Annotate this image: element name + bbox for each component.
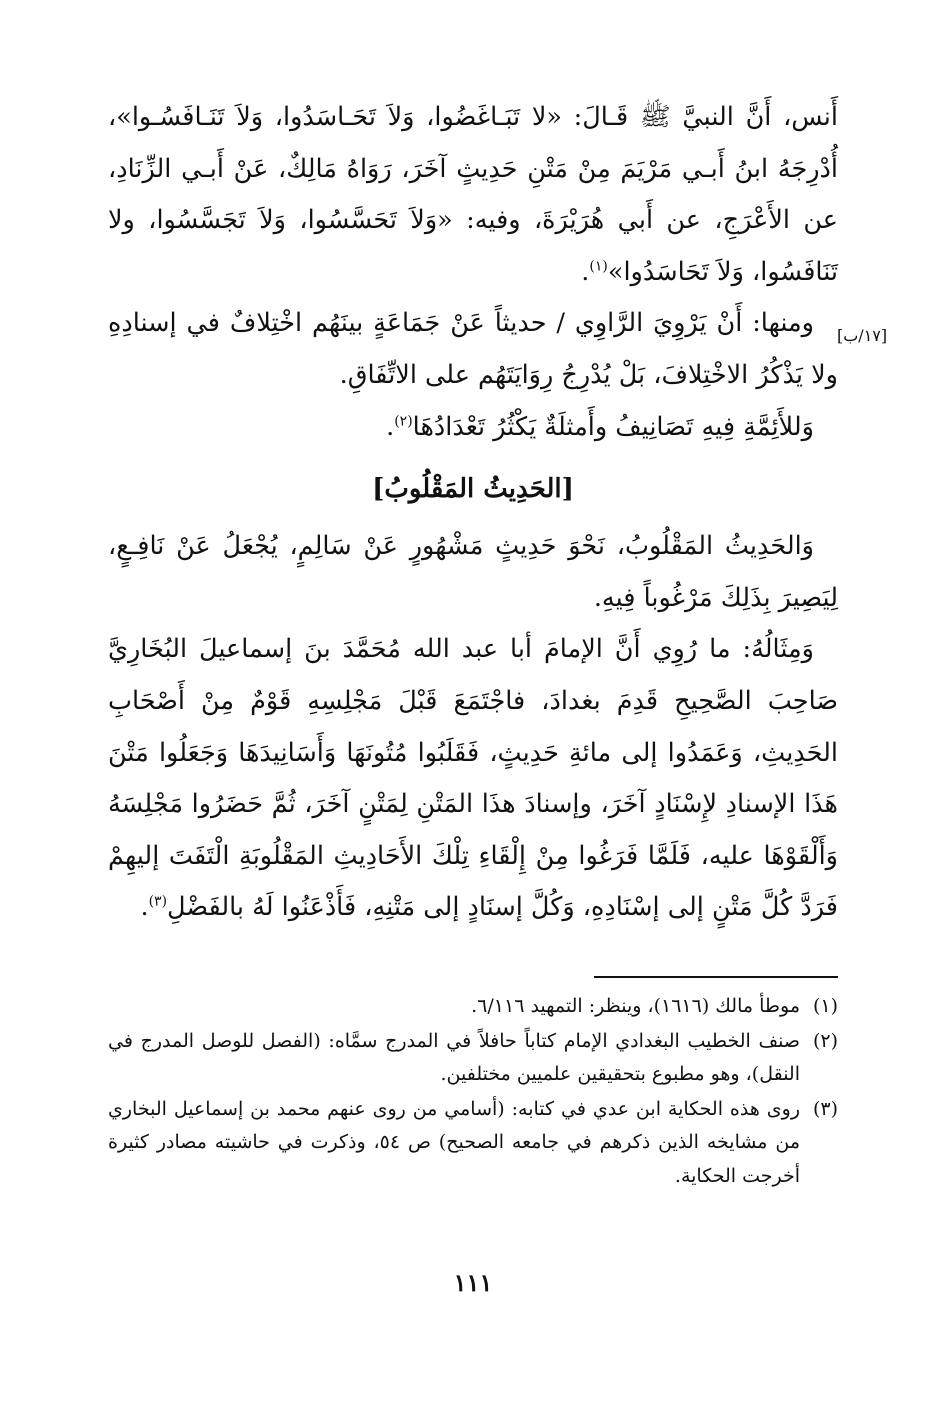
book-page — [108, 92, 888, 1322]
footnote-number: (٣) — [812, 1097, 838, 1120]
manuscript-folio-marker: [١٧/ب] — [837, 326, 888, 345]
footnote-text: صنف الخطيب البغدادي الإمام كتاباً حافلاً في المدرج سمَّاه: (الفصل للوصل المدرج في النقل)، وهو مطبوع بتحقيقين علميين مختلفين. — [108, 1029, 800, 1085]
footnote-text: موطأ مالك (١٦١٦)، وينظر: التمهيد ٦/١١٦. — [471, 995, 800, 1017]
paragraph-hadith-anas — [108, 92, 838, 298]
paragraph-maqlub-definition: وَالحَدِيثُ المَقْلُوبُ، نَحْوَ حَدِيثٍ مَشْهُورٍ عَنْ سَالِمٍ، يُجْعَلُ عَنْ نَافِـعٍ، لِيَصِيرَ بِذَلِكَ مَرْغُوباً فِيهِ. — [108, 531, 838, 613]
paragraph-idraj-isnad: ومنها: أَنْ يَرْوِيَ الرَّاوِي / حديثاً عَنْ جَمَاعَةٍ بينَهُم اخْتِلافٌ في إسنادِهِ ولا يَذْكُرُ الاخْتِلافَ، بَلْ يُدْرِجُ رِوَايَتَهُم على الاتِّفَاقِ. — [108, 308, 838, 390]
paragraph-end: . — [140, 892, 149, 923]
footnote-2 — [108, 1025, 838, 1092]
section-heading: [الحَدِيثُ المَقْلُوبُ] — [372, 474, 574, 505]
paragraph-text: وَللأَئِمَّةِ فِيهِ تَصَانِيفُ وأَمثلَةٌ يَكْثُرُ تَعْدَادُهَا — [412, 411, 814, 442]
paragraph-imams-works — [108, 402, 838, 454]
footnote-number: (١) — [812, 995, 838, 1017]
footnote-1 — [108, 990, 838, 1024]
paragraph-bukhari-story — [108, 624, 838, 934]
paragraph-text: أَنس، أَنَّ النبيَّ ﷺ قَـالَ: «لا تَبَـاغَضُوا، وَلاَ تَحَـاسَدُوا، وَلاَ تَنَـافَسُـوا»، أُدْرِجَهُ ابنُ أَبـي مَرْيَمَ مِنْ مَتْنِ حَدِيثٍ آخَرَ، رَوَاهُ مَالِكٌ، عَنْ أَبـي الزِّنَادِ، عن الأَعْرَجِ، عن أَبي هُرَيْرَةَ، وفيه: «وَلاَ تَحَسَّسُوا، وَلاَ تَجَسَّسُوا، ولا تَنَافَسُوا، وَلاَ تَحَاسَدُوا» — [108, 102, 838, 287]
paragraph-text: وَمِثَالُهُ: ما رُوِي أَنَّ الإمامَ أبا عبد الله مُحَمَّدَ بنَ إسماعيلَ البُخَارِيَّ صَاحِبَ الصَّحِيحِ قَدِمَ بغدادَ، فاجْتَمَعَ قَبْلَ مَجْلِسِهِ قَوْمٌ مِنْ أَصْحَابِ الحَدِيثِ، وَعَمَدُوا إلى مائةِ حَدِيثٍ، فَقَلَبُوا مُتُونَهَا وَأَسَانِيدَهَا وَجَعَلُوا مَتْنَ هَذَا الإسنادِ لإِسْنَادٍ آخَرَ، وإسنادَ هذَا المَتْنِ لِمَتْنٍ آخَرَ، ثُمَّ حَضَرُوا مَجْلِسَهُ وَأَلْقَوْهَا عليه، فَلَمَّا فَرَغُوا مِنْ إِلْقَاءِ تِلْكَ الأَحَادِيثِ المَقْلُوبَةِ الْتَفَتَ إليهِمْ فَرَدَّ كُلَّ مَتْنٍ إلى إسْنَادِهِ، وَكُلَّ إسنَادٍ إلى مَتْنِهِ، فَأَذْعَنُوا لَهُ بالفَضْلِ — [108, 634, 838, 923]
paragraph-end: . — [581, 256, 590, 287]
footnote-ref-1[interactable]: (١) — [589, 258, 608, 275]
paragraph-end: . — [386, 411, 395, 442]
footnotes — [108, 990, 838, 1194]
footnote-separator — [594, 976, 838, 978]
footnote-text: روى هذه الحكاية ابن عدي في كتابه: (أسامي من روى عنهم محمد بن إسماعيل البخاري من مشايخه الذين ذكرهم في جامعه الصحيح) ص ٥٤، وذكرت في حاشيته مصادر كثيرة أخرجت الحكاية. — [108, 1097, 801, 1187]
main-text — [108, 92, 838, 934]
footnote-3 — [108, 1093, 838, 1194]
footnote-ref-2[interactable]: (٢) — [394, 413, 413, 430]
footnote-number: (٢) — [812, 1029, 838, 1052]
page-number: ١١١ — [453, 1268, 493, 1297]
footnote-ref-3[interactable]: (٣) — [148, 893, 168, 910]
